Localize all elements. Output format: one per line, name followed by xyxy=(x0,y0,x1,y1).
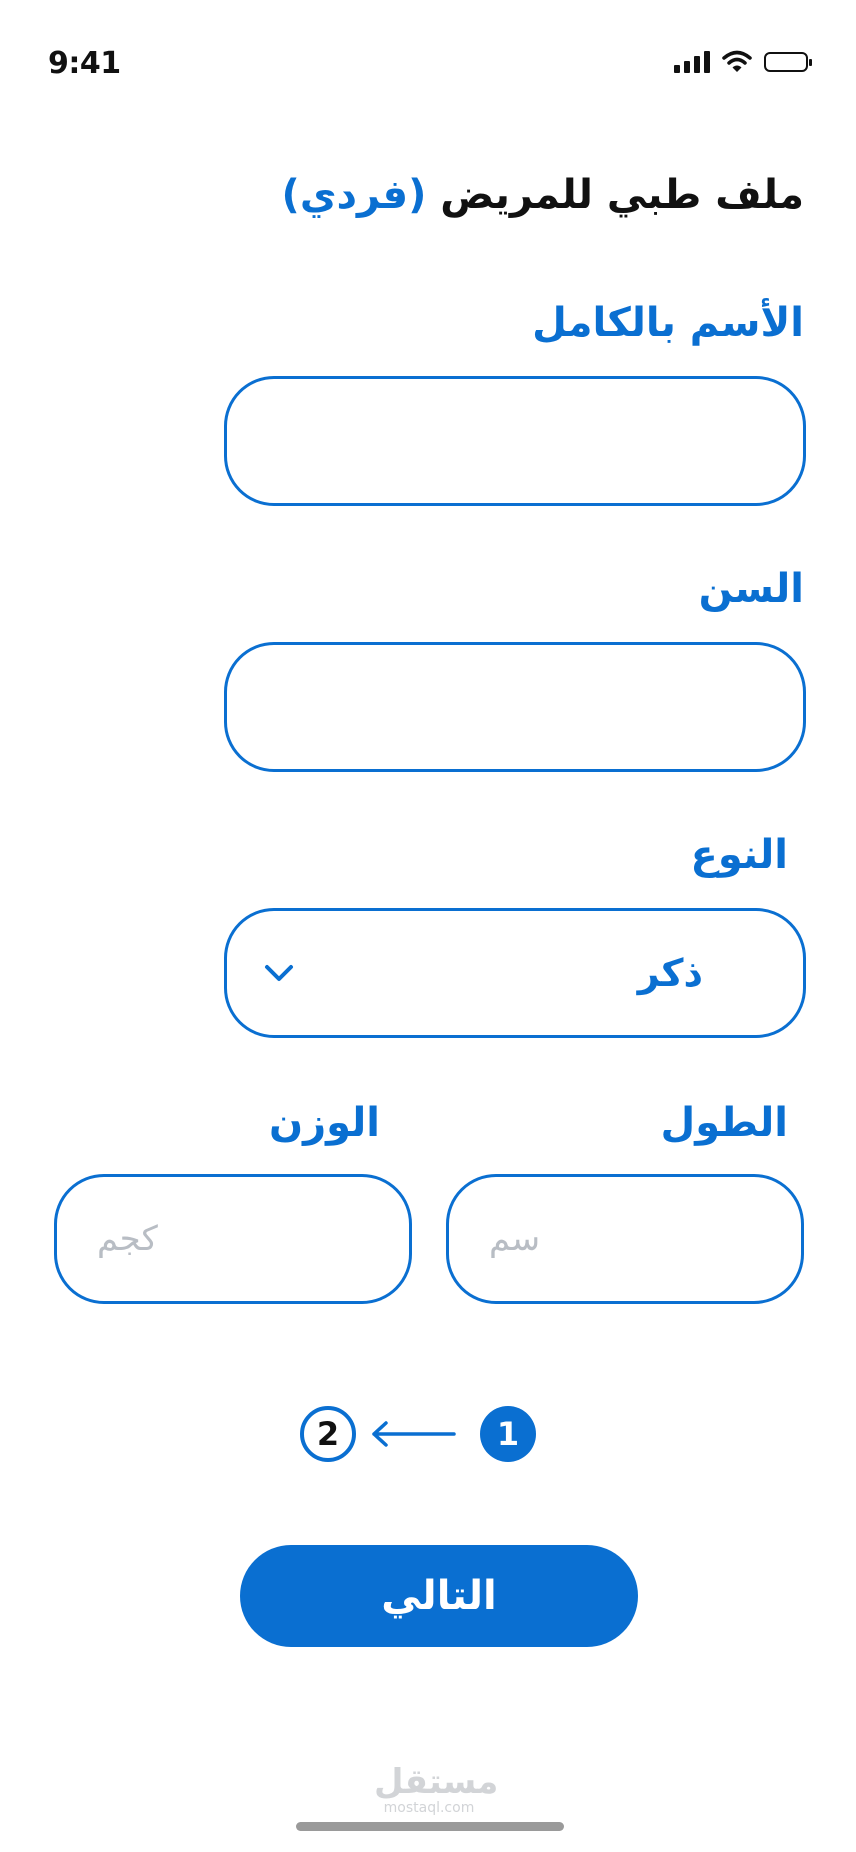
age-input[interactable] xyxy=(265,644,765,770)
wifi-icon xyxy=(722,50,752,74)
status-time: 9:41 xyxy=(48,46,121,81)
gender-select[interactable] xyxy=(224,908,806,1038)
status-icons xyxy=(674,50,808,74)
arrow-left-icon xyxy=(370,1419,456,1449)
page-title-main: ملف طبي للمريض xyxy=(440,172,804,218)
gender-selected-value: ذكر xyxy=(637,951,703,995)
page-title xyxy=(282,172,804,218)
watermark-url: mostaql.com xyxy=(383,1800,475,1816)
weight-input[interactable] xyxy=(95,1176,371,1302)
weight-field[interactable] xyxy=(54,1174,412,1304)
height-input[interactable] xyxy=(487,1176,763,1302)
battery-icon xyxy=(764,52,808,72)
step-2: 2 xyxy=(300,1406,356,1462)
step-1: 1 xyxy=(480,1406,536,1462)
age-label: السن xyxy=(698,566,804,612)
full-name-field[interactable] xyxy=(224,376,806,506)
next-button[interactable]: التالي xyxy=(240,1545,638,1647)
cellular-signal-icon xyxy=(674,51,710,73)
full-name-label: الأسم بالكامل xyxy=(532,300,804,346)
home-indicator[interactable] xyxy=(296,1822,564,1831)
watermark-logo: مستقل xyxy=(374,1762,499,1802)
chevron-down-icon xyxy=(263,963,295,983)
age-field[interactable] xyxy=(224,642,806,772)
page-title-accent: (فردي) xyxy=(281,172,427,218)
weight-label: الوزن xyxy=(269,1100,380,1146)
gender-label: النوع xyxy=(690,832,788,878)
height-label: الطول xyxy=(660,1100,788,1146)
full-name-input[interactable] xyxy=(265,378,765,504)
step-indicator xyxy=(300,1406,536,1462)
height-field[interactable] xyxy=(446,1174,804,1304)
